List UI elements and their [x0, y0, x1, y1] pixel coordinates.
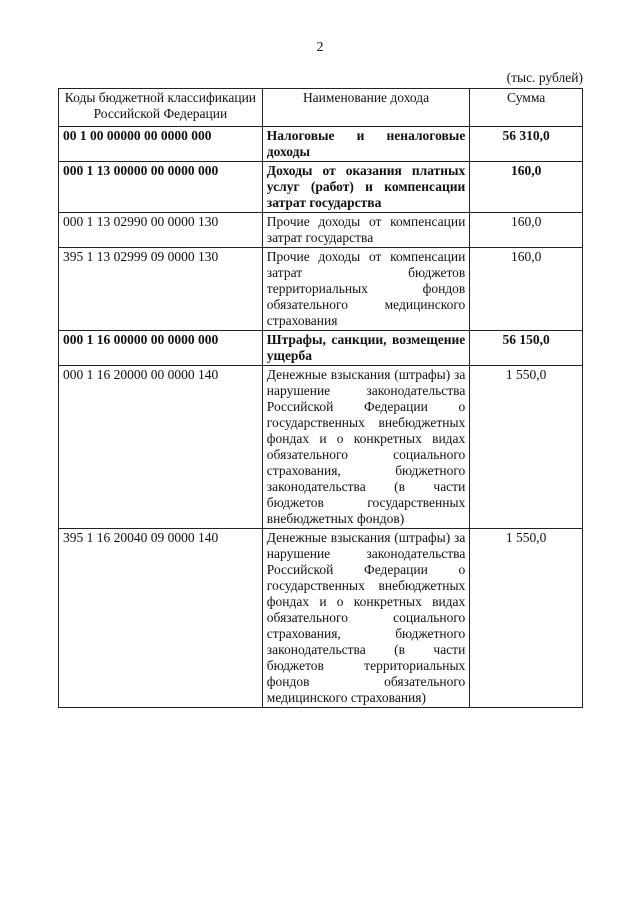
page-number: 2: [316, 40, 324, 55]
unit-note: (тыс. рублей): [506, 70, 583, 85]
revenue-table: [58, 88, 583, 708]
row-name: Налоговые и неналоговые доходы: [262, 127, 470, 162]
table-row: [59, 162, 583, 213]
table-row: [59, 331, 583, 366]
row-code: 00 1 00 00000 00 0000 000: [59, 127, 263, 162]
header-code: Коды бюджетной классификации Российской Федерации: [59, 89, 263, 127]
row-name: Денежные взыскания (штрафы) за нарушение законодательства Российской Федерации о государственных внебюджетных фондах и о конкретных видах обязательного социального страхования, бюджетного законодательства (в части бюджетов государственных внебюджетных фондов): [262, 366, 470, 529]
row-code: 000 1 13 02990 00 0000 130: [59, 213, 263, 248]
row-sum: 56 150,0: [470, 331, 583, 366]
header-sum: Сумма: [470, 89, 583, 127]
row-sum: 160,0: [470, 213, 583, 248]
table-header-row: [59, 89, 583, 127]
row-sum: 160,0: [470, 248, 583, 331]
row-code: 000 1 16 20000 00 0000 140: [59, 366, 263, 529]
table-row: [59, 366, 583, 529]
row-sum: 1 550,0: [470, 529, 583, 708]
row-code: 395 1 13 02999 09 0000 130: [59, 248, 263, 331]
row-name: Штрафы, санкции, возмещение ущерба: [262, 331, 470, 366]
row-name: Прочие доходы от компенсации затрат государства: [262, 213, 470, 248]
header-name: Наименование дохода: [262, 89, 470, 127]
row-sum: 160,0: [470, 162, 583, 213]
row-sum: 56 310,0: [470, 127, 583, 162]
row-name: Доходы от оказания платных услуг (работ) и компенсации затрат государства: [262, 162, 470, 213]
row-code: 395 1 16 20040 09 0000 140: [59, 529, 263, 708]
table-body: [59, 127, 583, 708]
row-code: 000 1 13 00000 00 0000 000: [59, 162, 263, 213]
row-name: Денежные взыскания (штрафы) за нарушение законодательства Российской Федерации о государственных внебюджетных фондах и о конкретных видах обязательного социального страхования, бюджетного законодательства (в части бюджетов территориальных фондов обязательного медицинского страхования): [262, 529, 470, 708]
row-code: 000 1 16 00000 00 0000 000: [59, 331, 263, 366]
row-name: Прочие доходы от компенсации затрат бюджетов территориальных фондов обязательного медицинского страхования: [262, 248, 470, 331]
table-row: [59, 248, 583, 331]
table-row: [59, 529, 583, 708]
table-row: [59, 213, 583, 248]
row-sum: 1 550,0: [470, 366, 583, 529]
table-row: [59, 127, 583, 162]
